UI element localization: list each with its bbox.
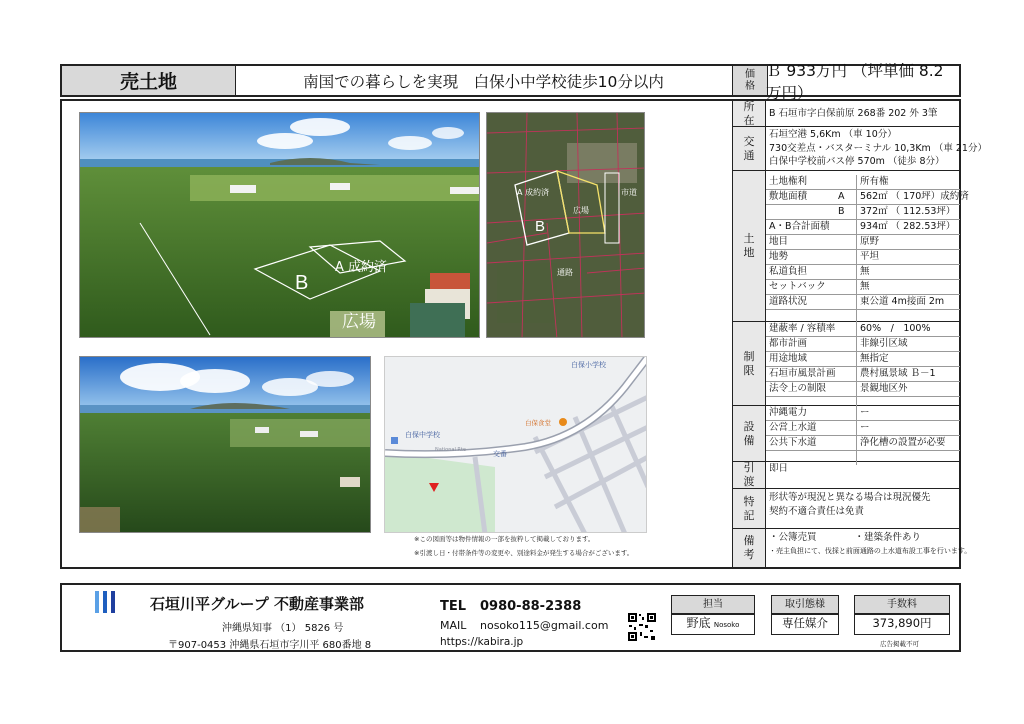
section-remarks: 備 考 ・公簿売買 ・建築条件あり ・売主負担にて、伐採と前面通路の上水道布設工事を行います。 bbox=[733, 529, 960, 567]
map-label-school-mid: 白保中学校 bbox=[405, 431, 440, 439]
access-line: 730交差点・バスターミナル 10,3Km （車 21分） bbox=[769, 142, 987, 154]
mail-address[interactable]: nosoko115@gmail.com bbox=[480, 619, 609, 632]
landscape-photo-image bbox=[80, 357, 371, 533]
website-link[interactable]: https://kabira.jp bbox=[440, 636, 524, 648]
restriction-row: 石垣市風景計画 農村風景域 Ｂ－1 bbox=[766, 367, 960, 382]
plat-label-road1: 市道 bbox=[621, 188, 637, 197]
note-2: ※引渡し日・付帯条件等の変更や、別途料金が発生する場合がございます。 bbox=[414, 549, 634, 557]
catch-copy: 南国での暮らしを実現 白保小中学校徒歩10分以内 bbox=[303, 72, 664, 91]
qr-code-icon[interactable] bbox=[627, 612, 657, 642]
map-road-name: National Rte bbox=[435, 447, 466, 453]
access-line: 石垣空港 5,6Km （車 10分） bbox=[769, 129, 897, 140]
tel-number[interactable]: 0980-88-2388 bbox=[480, 599, 582, 614]
street-map bbox=[384, 356, 647, 533]
facility-row: 公営上水道 ー bbox=[766, 421, 960, 436]
access-line: 白保中学校前バス停 570m （徒歩 8分） bbox=[769, 156, 945, 167]
restriction-row: 都市計画 非線引区域 bbox=[766, 337, 960, 352]
plat-label-a: A 成約済 bbox=[517, 188, 550, 197]
staff-name: 野底 bbox=[686, 616, 711, 630]
category-label: 売土地 bbox=[62, 66, 236, 95]
ad-note: 広告掲載不可 bbox=[880, 640, 919, 648]
trade-header: 取引態様 bbox=[771, 595, 839, 615]
section-location: 所 在 B 石垣市字白保前原 268番 202 外 3筆 bbox=[733, 101, 960, 127]
mail-label: MAIL bbox=[440, 619, 467, 632]
remarks-line: ・売主負担にて、伐採と前面通路の上水道布設工事を行います。 bbox=[769, 546, 972, 555]
map-label-school-top: 白保小学校 bbox=[571, 361, 606, 369]
land-row: A・B合計面積 934㎡ （ 282.53坪） bbox=[766, 220, 960, 235]
location-text: B 石垣市字白保前原 268番 202 外 3筆 bbox=[769, 107, 938, 119]
footer bbox=[60, 583, 961, 652]
info-table bbox=[732, 99, 987, 567]
company-name: 石垣川平グループ 不動産事業部 bbox=[150, 595, 365, 613]
land-row: 地目 原野 bbox=[766, 235, 960, 250]
section-restriction: 制 限 建蔽率 / 容積率 60% / 100% 都市計画 非線引区域 用途地域 無指定 石垣市風景計画 農村風景域 Ｂ－1 法令上の制限 景観地区外 bbox=[733, 322, 960, 406]
license-number: 沖縄県知事 （1） 5826 号 bbox=[222, 623, 344, 634]
plat-label-plaza: 広場 bbox=[573, 206, 589, 215]
facility-row: 公共下水道 浄化槽の設置が必要 bbox=[766, 436, 960, 451]
restriction-row: 用途地域 無指定 bbox=[766, 352, 960, 367]
land-row: B 372㎡ （ 112.53坪） bbox=[766, 205, 960, 220]
price-value: Ｂ 933万円 （坪単価 8.2万円） bbox=[766, 61, 944, 102]
street-map-image bbox=[385, 357, 647, 533]
plat-label-b: B bbox=[535, 218, 546, 235]
delivery-text: 即日 bbox=[769, 463, 789, 474]
section-facility: 設 備 沖縄電力 ー 公営上水道 ー 公共下水道 浄化槽の設置が必要 bbox=[733, 406, 960, 462]
staff-romaji: Nosoko bbox=[713, 621, 740, 629]
aerial-photo bbox=[79, 112, 480, 338]
section-land: 土 地 土地権利 所有権 敷地面積 A 562㎡ （ 170坪）成約済 B 372㎡ （ 112.53坪） A・B合計面積 934㎡ （ 282.53坪） 地目 原野 地勢 平坦 私道負担 無 セットバック 無 道路状況 東公道 4m接面 2m bbox=[733, 171, 960, 322]
plat-map bbox=[486, 112, 645, 338]
tel-label: TEL bbox=[440, 599, 467, 614]
land-row: 私道負担 無 bbox=[766, 265, 960, 280]
aerial-label-plaza: 広場 bbox=[342, 312, 376, 332]
aerial-label-b: B bbox=[295, 272, 309, 294]
landscape-photo bbox=[79, 356, 371, 533]
title-bar bbox=[60, 61, 961, 102]
trade-type: 専任媒介 bbox=[771, 613, 839, 635]
staff-header: 担当 bbox=[671, 595, 755, 615]
aerial-photo-image bbox=[80, 113, 480, 338]
remarks-line: ・公簿売買 ・建築条件あり bbox=[769, 532, 922, 543]
section-access: 交 通 石垣空港 5,6Km （車 10分） 730交差点・バスターミナル 10,3Km （車 21分） 白保中学校前バス停 570m （徒歩 8分） bbox=[733, 127, 960, 171]
land-row: 道路状況 東公道 4m接面 2m bbox=[766, 295, 960, 310]
plat-map-image bbox=[487, 113, 645, 338]
staff-cell bbox=[671, 613, 755, 635]
map-label-crossing: 交番 bbox=[493, 450, 507, 458]
section-special: 特 記 形状等が現況と異なる場合は現況優先 契約不適合責任は免責 bbox=[733, 489, 960, 529]
facility-row: 沖縄電力 ー bbox=[766, 406, 960, 421]
fee-header: 手数料 bbox=[854, 595, 950, 615]
special-line: 形状等が現況と異なる場合は現況優先 bbox=[769, 492, 931, 503]
land-row: セットバック 無 bbox=[766, 280, 960, 295]
land-row: 地勢 平坦 bbox=[766, 250, 960, 265]
land-row: 土地権利 所有権 bbox=[766, 175, 960, 190]
aerial-label-a: A 成約済 bbox=[335, 260, 388, 275]
section-delivery: 引 渡 即日 bbox=[733, 462, 960, 489]
note-1: ※この図面等は物件情報の一部を抜粋して掲載しております。 bbox=[414, 535, 595, 543]
land-row: 敷地面積 A 562㎡ （ 170坪）成約済 bbox=[766, 190, 960, 205]
restriction-row: 建蔽率 / 容積率 60% / 100% bbox=[766, 322, 960, 337]
main-panel bbox=[60, 99, 987, 569]
special-line: 契約不適合責任は免責 bbox=[769, 505, 865, 517]
plat-label-road2: 通路 bbox=[557, 268, 573, 277]
price-label: 価 格 bbox=[732, 66, 768, 95]
restaurant-icon bbox=[559, 418, 567, 426]
map-label-shop: 白保食堂 bbox=[525, 419, 551, 427]
company-address: 〒907-0453 沖縄県石垣市字川平 680番地 8 bbox=[168, 640, 372, 651]
company-logo-icon bbox=[94, 591, 118, 613]
restriction-row: 法令上の制限 景観地区外 bbox=[766, 382, 960, 397]
fee-amount: 373,890円 bbox=[854, 613, 950, 635]
